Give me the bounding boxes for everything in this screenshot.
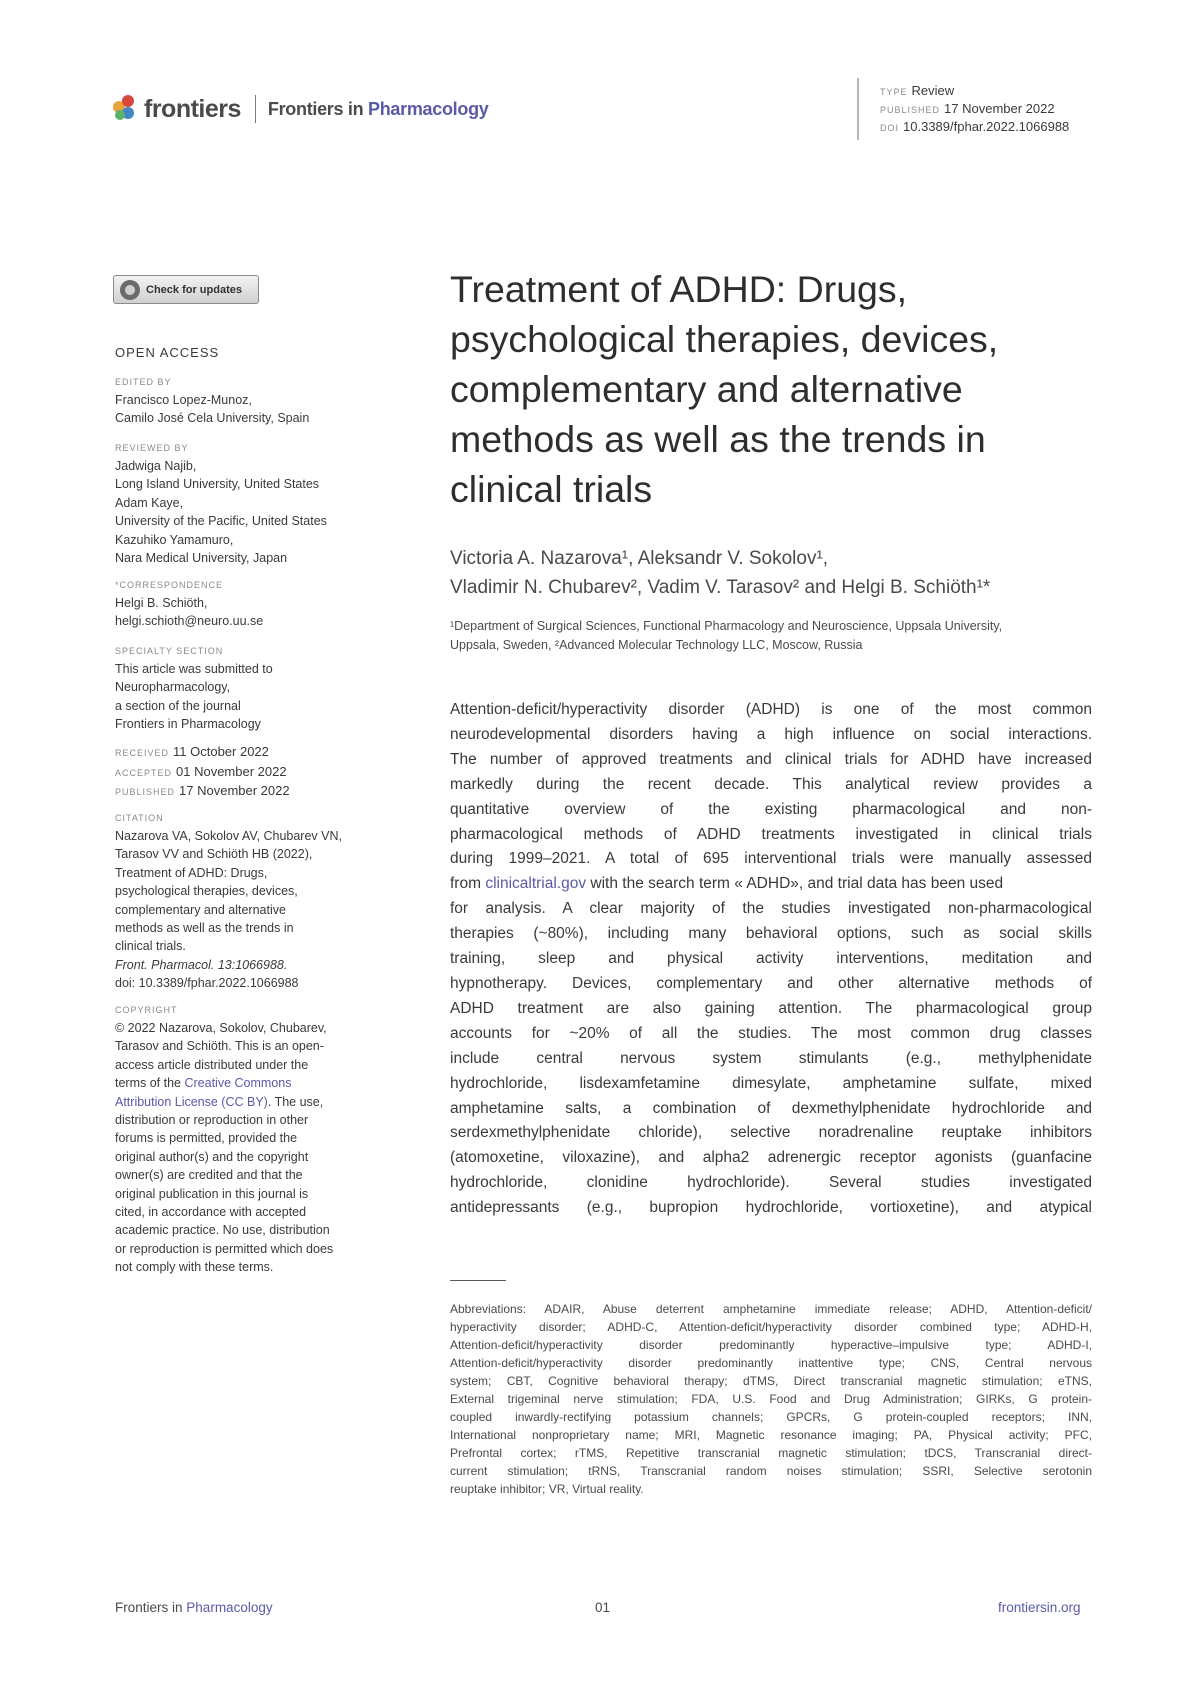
accepted-value: 01 November 2022 [176,763,287,779]
published-date-side [115,782,290,802]
received-value: 11 October 2022 [173,744,269,759]
license-link[interactable]: Attribution License (CC BY) [115,1094,268,1109]
footnote-line: Abbreviations: ADAIR, Abuse deterrent amphetamine immediate release; ADHD, Attention-deficit/ [450,1302,1092,1316]
abstract-line [450,872,1092,897]
citation-line: complementary and alternative [115,902,286,917]
abstract-text: from [450,875,486,893]
copyright-line: academic practice. No use, distribution [115,1223,330,1238]
footnote-line: hyperactivity disorder; ADHD-C, Attention-deficit/hyperactivity disorder combined type; ADHD-H, [450,1320,1092,1334]
affiliation-line: Uppsala, Sweden, ²Advanced Molecular Technology LLC, Moscow, Russia [450,638,863,652]
abstract-line: markedly during the recent decade. This analytical review provides a [450,775,1092,793]
specialty-section [115,645,377,734]
footnote-line: External trigeminal nerve stimulation; FDA, U.S. Food and Drug Administration; GIRKs, G protein- [450,1392,1092,1406]
copyright-text: terms of the [115,1076,185,1091]
abstract-line: serdexmethylphenidate chloride), selective noradrenaline reuptake inhibitors [450,1124,1092,1142]
accepted-date [115,763,290,783]
title-line: methods as well as the trends in [450,418,986,460]
published-date [880,100,1055,119]
specialty-text: a section of the journal [115,698,241,713]
accepted-label: ACCEPTED [115,767,173,778]
copyright-text: . The use, [267,1094,324,1109]
footnote-line: Prefrontal cortex; rTMS, Repetitive transcranial magnetic stimulation; tDCS, Transcranial direct- [450,1446,1092,1460]
reviewer-name: Adam Kaye, [115,495,184,510]
abstract-line: include central nervous system stimulants (e.g., methylphenidate [450,1049,1092,1067]
abstract-line: quantitative overview of the existing pharmacological and non- [450,800,1092,818]
published-label: PUBLISHED [880,105,941,115]
correspondence-section [115,579,377,631]
title-line: Treatment of ADHD: Drugs, [450,268,908,310]
citation-doi[interactable]: doi: 10.3389/fphar.2022.1066988 [115,976,299,991]
title-line: psychological therapies, devices, [450,318,999,360]
footer-journal-prefix: Frontiers in [115,1600,183,1615]
footnote-line: Attention-deficit/hyperactivity disorder predominantly inattentive type; CNS, Central nervous [450,1356,1092,1370]
reviewer-name: Jadwiga Najib, [115,459,197,473]
abstract [450,698,1092,1221]
citation-line: psychological therapies, devices, [115,884,298,899]
copyright-line [115,1093,377,1111]
affiliation-line: ¹Department of Surgical Sciences, Functional Pharmacology and Neuroscience, Uppsala University, [450,619,1003,633]
copyright-line: distribution or reproduction in other [115,1113,309,1128]
footnote-line: system; CBT, Cognitive behavioral therapy; dTMS, Direct transcranial magnetic stimulation; eTNS, [450,1374,1092,1388]
copyright-line: owner(s) are credited and that the [115,1168,303,1183]
abstract-text: with the search term « ADHD», and trial data has been used [586,875,1004,893]
doi-value[interactable]: 10.3389/fphar.2022.1066988 [903,119,1070,134]
abstract-line: hypnotherapy. Devices, complementary and other alternative methods of [450,974,1092,992]
citation-line: Treatment of ADHD: Drugs, [115,865,268,880]
copyright-line [115,1074,377,1092]
published-label-side: PUBLISHED [115,787,176,797]
copyright-line: Tarasov and Schiöth. This is an open- [115,1039,324,1054]
logo-divider [255,95,256,123]
footnote-line: Attention-deficit/hyperactivity disorder predominantly hyperactive–impulsive type; ADHD-I, [450,1338,1092,1352]
logo-wordmark: frontiers [144,94,241,123]
article-title [450,264,1100,514]
copyright-line: original publication in this journal is [115,1186,309,1201]
open-access-label: OPEN ACCESS [115,345,220,360]
journal-title: Pharmacology [368,98,489,119]
abstract-line: accounts for ~20% of all the studies. The most common drug classes [450,1024,1092,1042]
type-label: TYPE [880,87,908,97]
correspondent-name: Helgi B. Schiöth, [115,596,208,610]
specialty-label: SPECIALTY SECTION [115,646,224,656]
copyright-line: access article distributed under the [115,1057,309,1072]
license-link[interactable]: Creative Commons [184,1076,292,1091]
frontiers-logo[interactable] [113,92,488,126]
citation-line: clinical trials. [115,939,186,954]
abstract-line: therapies (~80%), including many behavioral options, such as social skills [450,925,1092,943]
reviewer-affiliation: Long Island University, United States [115,477,320,492]
footnote-line: reuptake inhibitor; VR, Virtual reality. [450,1482,644,1496]
footnote-line: current stimulation; tRNS, Transcranial random noises stimulation; SSRI, Selective serotonin [450,1464,1092,1478]
specialty-text: Neuropharmacology, [115,680,231,695]
copyright-line: forums is permitted, provided the [115,1131,298,1146]
edited-by-section [115,376,377,428]
abstract-line: training, sleep and physical activity interventions, meditation and [450,950,1092,968]
abstract-line: (atomoxetine, viloxazine), and alpha2 adrenergic receptor agonists (guanfacine [450,1149,1092,1167]
specialty-text: Frontiers in Pharmacology [115,717,261,732]
abstract-line: during 1999–2021. A total of 695 interventional trials were manually assessed [450,850,1092,868]
edited-by-label: EDITED BY [115,377,172,387]
abstract-line: The number of approved treatments and clinical trials for ADHD have increased [450,750,1092,768]
copyright-line: original author(s) and the copyright [115,1149,309,1164]
reviewed-by-section [115,442,377,567]
citation-label: CITATION [115,813,164,823]
journal-prefix: Frontiers in [267,98,364,119]
history-dates [115,743,290,802]
footer-journal-name: Pharmacology [186,1600,273,1615]
abstract-line: pharmacological methods of ADHD treatments investigated in clinical trials [450,825,1092,843]
footnote-divider [450,1280,506,1281]
specialty-text: This article was submitted to [115,662,273,676]
abstract-line: hydrochloride, lisdexamfetamine dimesylate, amphetamine sulfate, mixed [450,1074,1092,1092]
received-label: RECEIVED [115,748,170,758]
doi[interactable] [880,118,1069,137]
abbreviations-footnote [450,1300,1092,1498]
abstract-line: Attention-deficit/hyperactivity disorder (ADHD) is one of the most common [450,701,1092,718]
article-type [880,82,954,101]
received-date [115,743,290,763]
affiliations [450,617,1090,655]
published-value: 17 November 2022 [944,101,1055,116]
doi-label: DOI [880,123,900,133]
authors-line: Victoria A. Nazarova¹, Aleksandr V. Sokolov¹, [450,548,829,569]
copyright-line: or reproduction is permitted which does [115,1241,334,1256]
correspondence-label: *CORRESPONDENCE [115,580,224,590]
check-updates-label: Check for updates [146,283,242,296]
correspondent-email[interactable]: helgi.schioth@neuro.uu.se [115,614,264,629]
abstract-line: hydrochloride, clonidine hydrochloride). Several studies investigated [450,1174,1092,1192]
page-number: 01 [595,1600,611,1615]
journal-name [268,99,489,120]
copyright-section [115,1004,377,1277]
footnote-line: International nonproprietary name; MRI, Magnetic resonance imaging; PA, Physical activity; PFC, [450,1428,1092,1442]
clinicaltrials-link[interactable]: clinicaltrial.gov [485,875,587,893]
reviewer-affiliation: University of the Pacific, United States [115,514,327,529]
abstract-line: ADHD treatment are also gaining attention. The pharmacological group [450,999,1092,1017]
citation-line: methods as well as the trends in [115,921,294,936]
type-value: Review [911,83,955,98]
reviewer-name: Kazuhiko Yamamuro, [115,532,234,547]
copyright-line: cited, in accordance with accepted [115,1205,307,1220]
abstract-line: neurodevelopmental disorders having a high influence on social interactions. [450,725,1092,743]
meta-divider [857,78,859,140]
refresh-icon [120,280,140,300]
citation-line: Tarasov VV and Schiöth HB (2022), [115,847,313,862]
check-for-updates-button[interactable] [113,275,259,304]
copyright-label: COPYRIGHT [115,1005,178,1015]
editor-affiliation: Camilo José Cela University, Spain [115,411,310,426]
abstract-line: for analysis. A clear majority of the studies investigated non-pharmacological [450,900,1092,918]
copyright-line: not comply with these terms. [115,1260,274,1275]
title-line: complementary and alternative [450,368,963,410]
footnote-line: coupled inwardly-rectifying potassium channels; GPCRs, G protein-coupled receptors; INN, [450,1410,1092,1424]
author-list [450,544,1100,602]
authors-line: Vladimir N. Chubarev², Vadim V. Tarasov² and Helgi B. Schiöth¹* [450,577,991,598]
abstract-line: amphetamine salts, a combination of dexmethylphenidate hydrochloride and [450,1099,1092,1117]
frontiers-logo-icon [113,95,139,123]
copyright-line: © 2022 Nazarova, Sokolov, Chubarev, [115,1021,327,1035]
citation-journal: Front. Pharmacol. 13:1066988. [115,957,288,972]
editor-name: Francisco Lopez-Munoz, [115,393,252,407]
title-line: clinical trials [450,468,653,510]
reviewed-by-label: REVIEWED BY [115,443,189,453]
footer-journal[interactable] [115,1600,273,1615]
reviewer-affiliation: Nara Medical University, Japan [115,551,288,566]
citation-section [115,812,377,993]
footer-site-link[interactable]: frontiersin.org [998,1600,1081,1615]
abstract-line: antidepressants (e.g., bupropion hydrochloride, vortioxetine), and atypical [450,1199,1092,1217]
published-value-side: 17 November 2022 [179,783,290,798]
citation-line: Nazarova VA, Sokolov AV, Chubarev VN, [115,829,342,843]
